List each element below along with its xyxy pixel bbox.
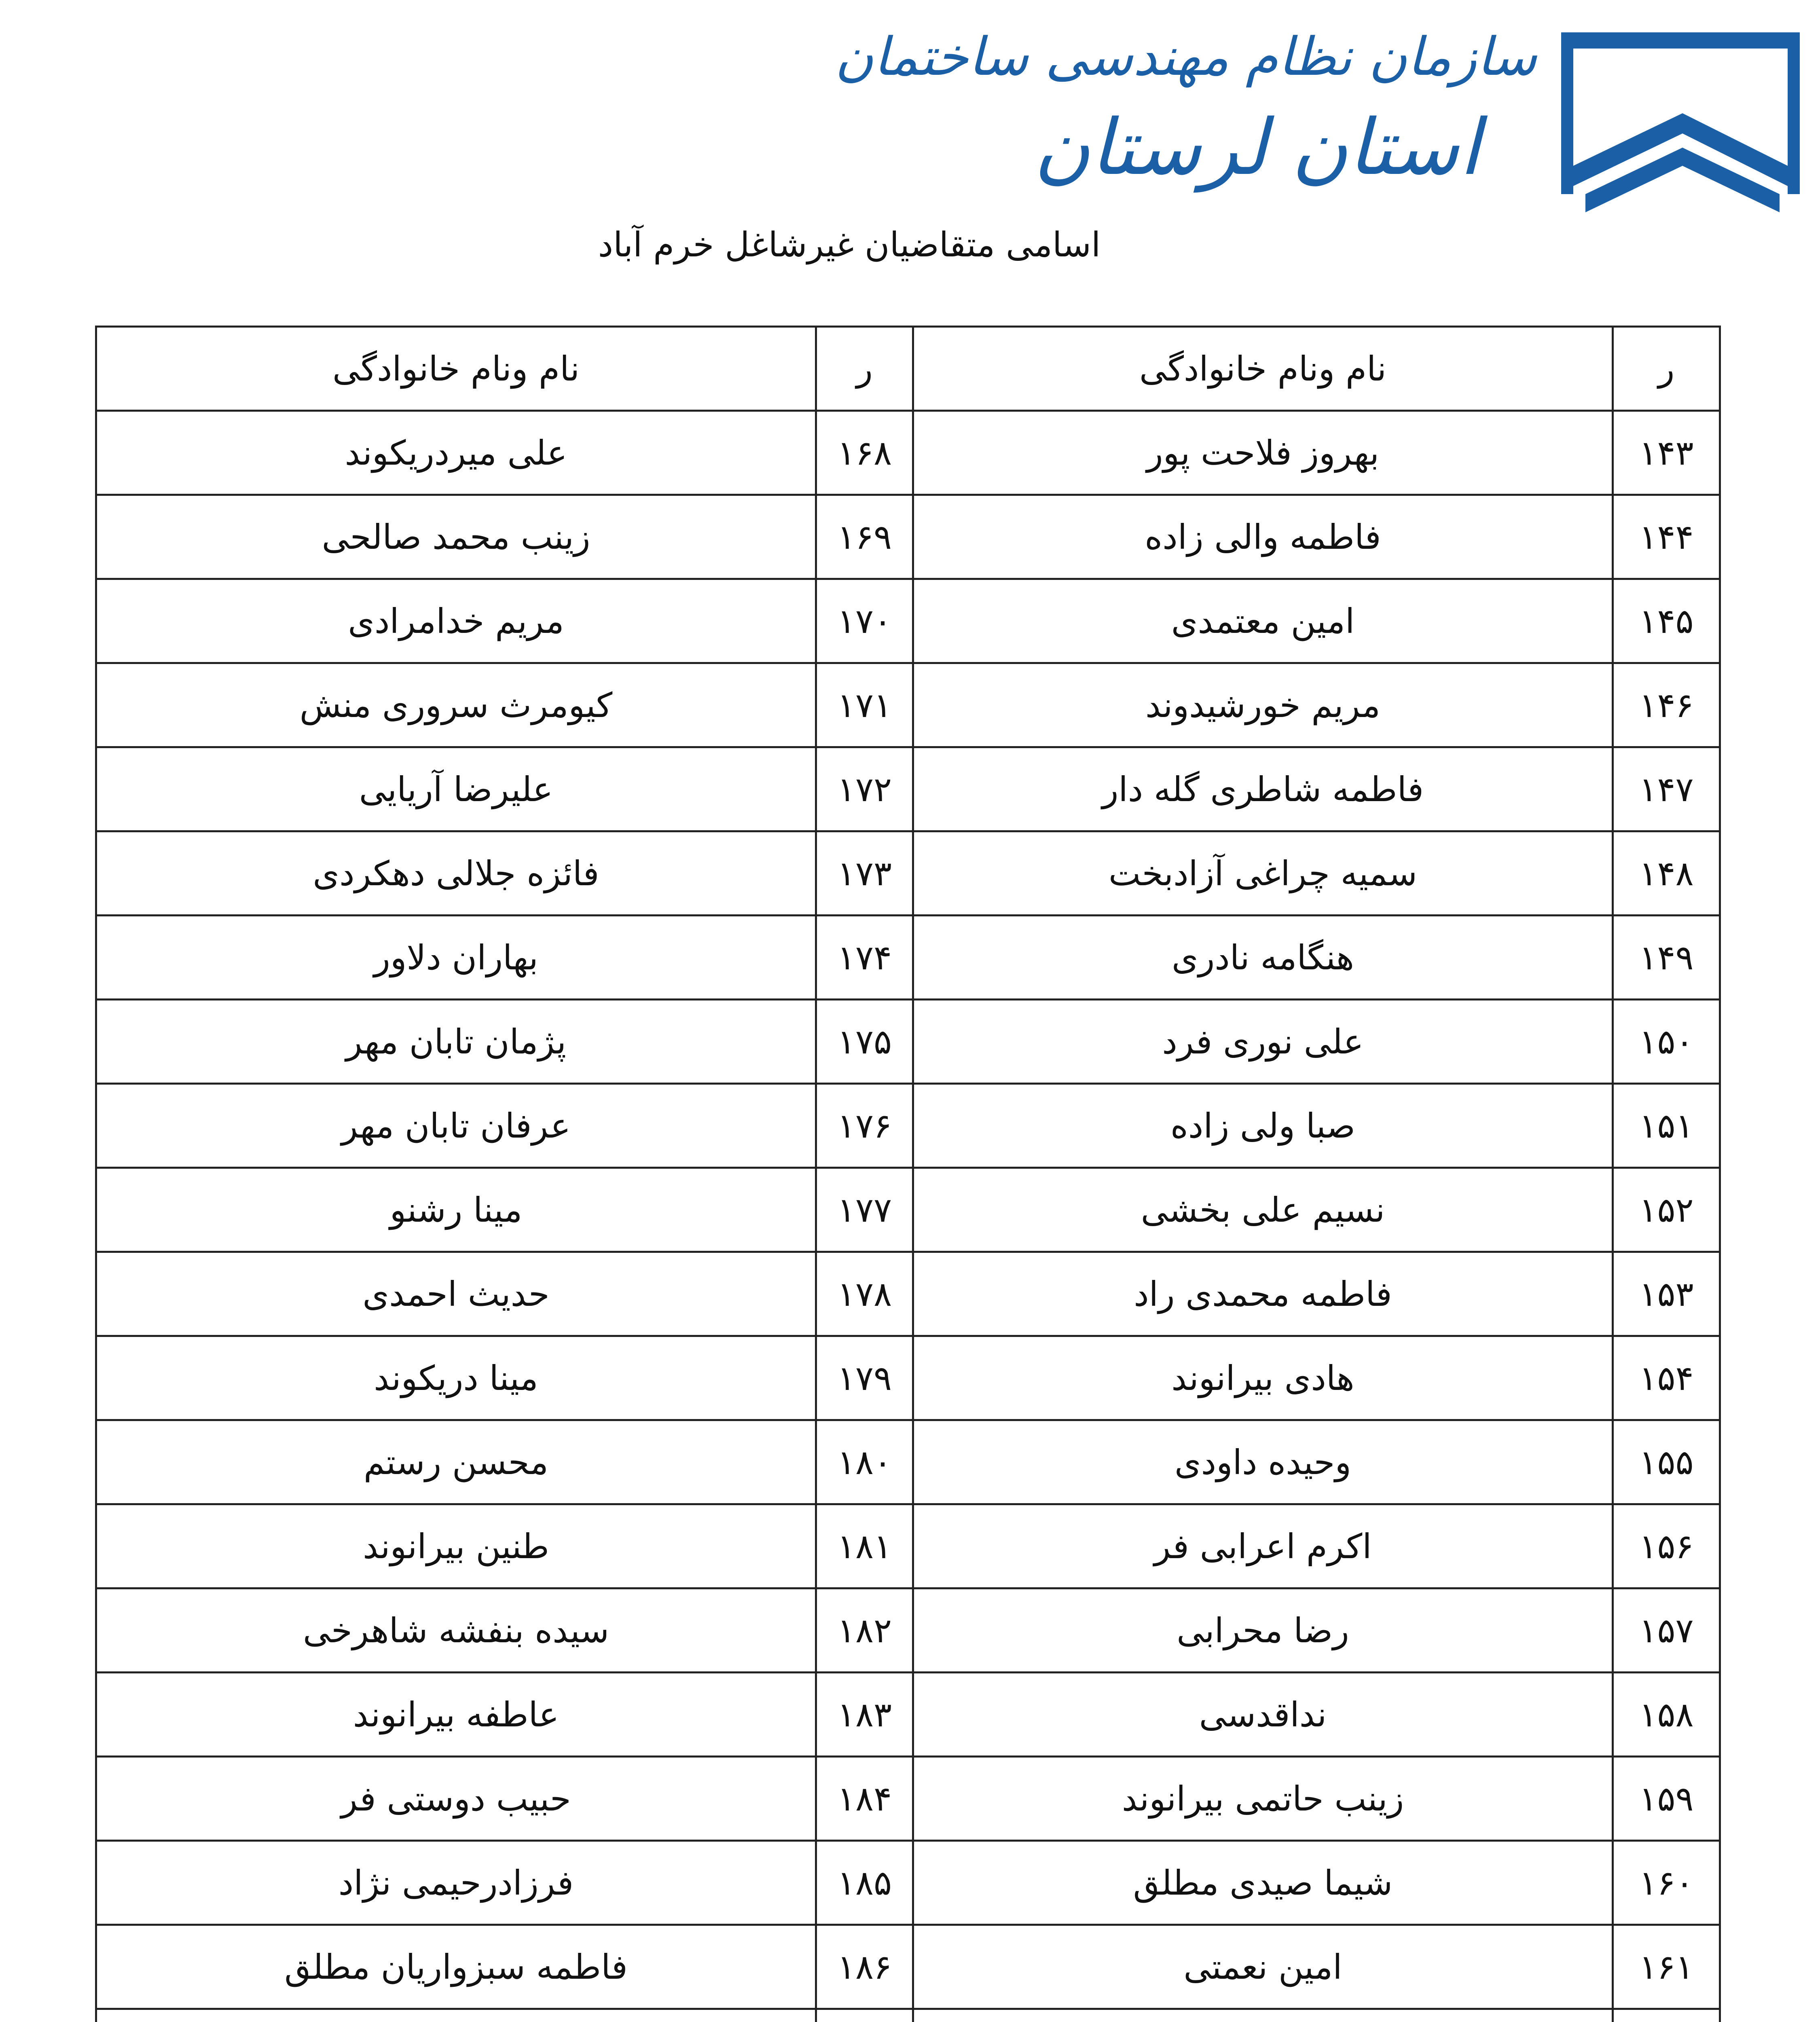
full-name: کیومرث سروری منش — [96, 663, 816, 747]
table-row — [96, 1504, 1720, 1588]
table-row — [96, 831, 1720, 916]
row-number: ۱۶۱ — [1613, 1925, 1720, 2009]
row-number: ۱۵۰ — [1613, 1000, 1720, 1084]
row-number: ۱۴۹ — [1613, 916, 1720, 1000]
full-name: عرفان تابان مهر — [96, 1084, 816, 1168]
full-name: حبیب دوستی فر — [96, 1757, 816, 1841]
row-number: ۱۸۶ — [816, 1925, 913, 2009]
full-name — [96, 2009, 816, 2022]
table-row — [96, 663, 1720, 747]
full-name: عاطفه بیرانوند — [96, 1673, 816, 1757]
full-name: بهروز فلاحت پور — [913, 411, 1613, 495]
row-number: ۱۶۸ — [816, 411, 913, 495]
full-name: وحیده داودی — [913, 1420, 1613, 1504]
full-name: فاطمه شاطری گله دار — [913, 747, 1613, 831]
table-row — [96, 1168, 1720, 1252]
table-row — [96, 1841, 1720, 1925]
full-name: فرزادرحیمی نژاد — [96, 1841, 816, 1925]
full-name: صبا ولی زاده — [913, 1084, 1613, 1168]
building-roof-logo-icon — [1561, 32, 1800, 226]
full-name: پژمان تابان مهر — [96, 1000, 816, 1084]
row-number: ۱۴۳ — [1613, 411, 1720, 495]
row-number: ۱۸۴ — [816, 1757, 913, 1841]
table-row — [96, 1588, 1720, 1673]
table-row — [96, 2009, 1720, 2022]
full-name: فاطمه والی زاده — [913, 495, 1613, 579]
header-row-number: ر — [1613, 327, 1720, 411]
table-row — [96, 747, 1720, 831]
table-row — [96, 1084, 1720, 1168]
full-name: مریم خدامرادی — [96, 579, 816, 663]
table-row — [96, 1420, 1720, 1504]
page-title: اسامی متقاضیان غیرشاغل خرم آباد — [598, 225, 1101, 264]
organization-province: استان لرستان — [1034, 103, 1480, 192]
table-row — [96, 579, 1720, 663]
row-number: ۱۸۱ — [816, 1504, 913, 1588]
organization-name: سازمان نظام مهندسی ساختمان — [835, 26, 1537, 87]
full-name: نداقدسی — [913, 1673, 1613, 1757]
table-header-row — [96, 327, 1720, 411]
table-row — [96, 1336, 1720, 1420]
table-row — [96, 1925, 1720, 2009]
row-number: ۱۵۲ — [1613, 1168, 1720, 1252]
full-name: حدیث احمدی — [96, 1252, 816, 1336]
row-number: ۱۵۳ — [1613, 1252, 1720, 1336]
row-number: ۱۴۴ — [1613, 495, 1720, 579]
full-name: سمیه چراغی آزادبخت — [913, 831, 1613, 916]
row-number: ۱۷۸ — [816, 1252, 913, 1336]
row-number: ۱۷۵ — [816, 1000, 913, 1084]
table-row — [96, 1757, 1720, 1841]
table-row — [96, 1252, 1720, 1336]
header-full-name: نام ونام خانوادگی — [913, 327, 1613, 411]
row-number: ۱۷۲ — [816, 747, 913, 831]
row-number: ۱۴۷ — [1613, 747, 1720, 831]
table-row — [96, 495, 1720, 579]
row-number: ۱۵۶ — [1613, 1504, 1720, 1588]
row-number: ۱۷۳ — [816, 831, 913, 916]
full-name: اکرم اعرابی فر — [913, 1504, 1613, 1588]
full-name: مینا رشنو — [96, 1168, 816, 1252]
row-number: ۱۵۹ — [1613, 1757, 1720, 1841]
row-number: ۱۸۳ — [816, 1673, 913, 1757]
full-name: زینب محمد صالحی — [96, 495, 816, 579]
row-number: ۱۵۴ — [1613, 1336, 1720, 1420]
header-full-name: نام ونام خانوادگی — [96, 327, 816, 411]
full-name: هنگامه نادری — [913, 916, 1613, 1000]
row-number: ۱۷۷ — [816, 1168, 913, 1252]
full-name: محسن رستم — [96, 1420, 816, 1504]
full-name: امین معتمدی — [913, 579, 1613, 663]
row-number: ۱۵۱ — [1613, 1084, 1720, 1168]
full-name: طنین بیرانوند — [96, 1504, 816, 1588]
row-number: ۱۷۶ — [816, 1084, 913, 1168]
full-name: مریم خورشیدوند — [913, 663, 1613, 747]
row-number: ۱۸۲ — [816, 1588, 913, 1673]
row-number: ۱۶۹ — [816, 495, 913, 579]
row-number — [816, 2009, 913, 2022]
full-name: علیرضا آریایی — [96, 747, 816, 831]
full-name: سیده بنفشه شاهرخی — [96, 1588, 816, 1673]
row-number: ۱۶۰ — [1613, 1841, 1720, 1925]
full-name — [913, 2009, 1613, 2022]
row-number: ۱۵۵ — [1613, 1420, 1720, 1504]
row-number: ۱۵۸ — [1613, 1673, 1720, 1757]
applicants-table — [95, 326, 1721, 2022]
table-row — [96, 411, 1720, 495]
full-name: فاطمه سبزواریان مطلق — [96, 1925, 816, 2009]
table-row — [96, 1673, 1720, 1757]
row-number: ۱۷۹ — [816, 1336, 913, 1420]
full-name: علی نوری فرد — [913, 1000, 1613, 1084]
row-number: ۱۷۰ — [816, 579, 913, 663]
full-name: هادی بیرانوند — [913, 1336, 1613, 1420]
full-name: امین نعمتی — [913, 1925, 1613, 2009]
full-name: شیما صیدی مطلق — [913, 1841, 1613, 1925]
row-number: ۱۷۱ — [816, 663, 913, 747]
row-number: ۱۴۵ — [1613, 579, 1720, 663]
full-name: فائزه جلالی دهکردی — [96, 831, 816, 916]
row-number: ۱۴۸ — [1613, 831, 1720, 916]
row-number: ۱۷۴ — [816, 916, 913, 1000]
full-name: مینا دریکوند — [96, 1336, 816, 1420]
table-row — [96, 1000, 1720, 1084]
full-name: رضا محرابی — [913, 1588, 1613, 1673]
row-number: ۱۸۵ — [816, 1841, 913, 1925]
table-row — [96, 916, 1720, 1000]
row-number: ۱۴۶ — [1613, 663, 1720, 747]
full-name: فاطمه محمدی راد — [913, 1252, 1613, 1336]
row-number: ۱۵۷ — [1613, 1588, 1720, 1673]
full-name: علی میردریکوند — [96, 411, 816, 495]
row-number: ۱۸۰ — [816, 1420, 913, 1504]
header-row-number: ر — [816, 327, 913, 411]
full-name: نسیم علی بخشی — [913, 1168, 1613, 1252]
full-name: بهاران دلاور — [96, 916, 816, 1000]
full-name: زینب حاتمی بیرانوند — [913, 1757, 1613, 1841]
row-number — [1613, 2009, 1720, 2022]
